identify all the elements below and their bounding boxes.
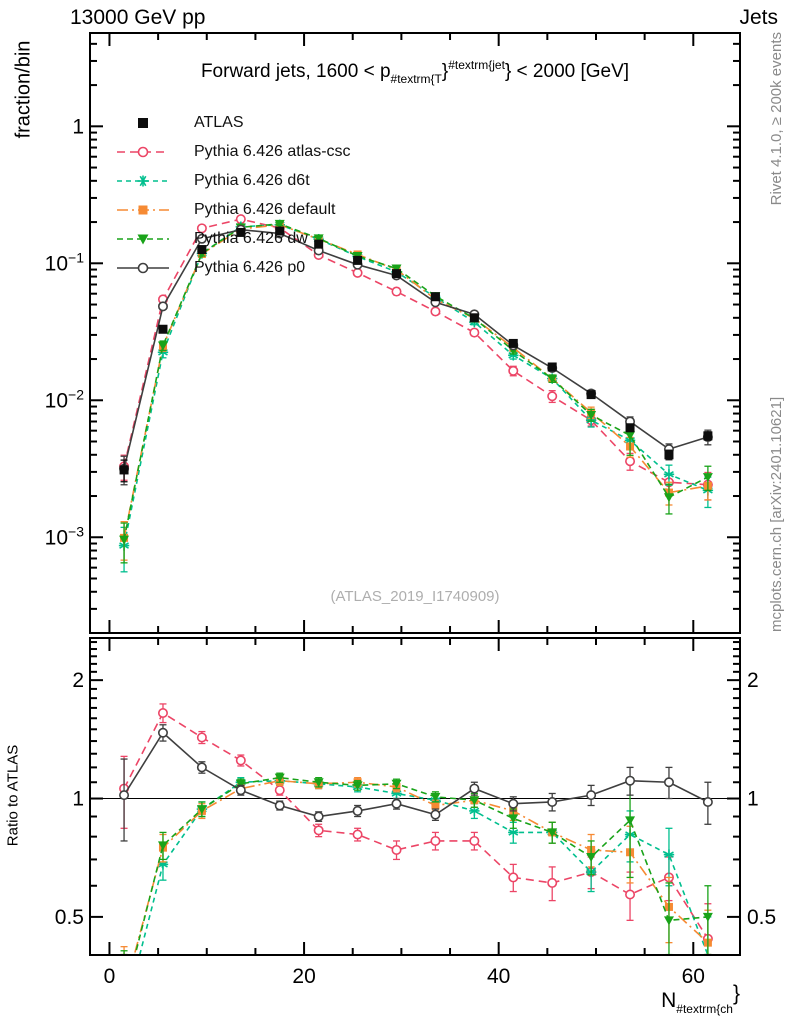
main-y-axis-title: fraction/bin (12, 40, 35, 139)
rivet-version-note: Rivet 4.1.0, ≥ 200k events (768, 32, 785, 206)
mcplots-arxiv-note: mcplots.cern.ch [arXiv:2401.10621] (768, 396, 785, 632)
ratio-y-tick-label-right: 0.5 (747, 905, 777, 929)
beam-energy-label: 13000 GeV pp (70, 6, 206, 29)
legend-item-pythia-6-426-default (116, 195, 351, 224)
legend-label: Pythia 6.426 atlas-csc (194, 142, 351, 160)
x-axis-title-brace: } (732, 982, 740, 1005)
series-ratio-pythia-6-426-atlas-csc (120, 704, 712, 955)
series-ratio-pythia-6-426-p0 (120, 725, 712, 841)
ratio-line-pythia-6-426-d6t (124, 781, 708, 1016)
ratio-y-tick-label-left: 2 (72, 669, 84, 693)
plot-title-suffix: } < 2000 [GeV] (504, 61, 630, 82)
legend-label: Pythia 6.426 dw (194, 229, 308, 247)
ratio-line-pythia-6-426-default (124, 781, 708, 993)
ratio-line-pythia-6-426-atlas-csc (124, 713, 708, 939)
legend-marker-pythia-6-426-d6t (116, 172, 170, 190)
plot-title-text: Forward jets, 1600 < p (200, 61, 391, 82)
ratio-y-tick-label-right: 2 (747, 669, 759, 693)
x-tick-label: 20 (292, 965, 316, 988)
analysis-id-watermark: (ATLAS_2019_I1740909) (330, 588, 500, 605)
plot-title-brace: } (441, 61, 449, 82)
plot-title-superscript: #textrm{jet (448, 58, 505, 72)
legend (116, 108, 351, 282)
ratio-y-axis-title: Ratio to ATLAS (4, 744, 22, 847)
ratio-y-tick-label-right: 1 (747, 787, 759, 811)
legend-marker-atlas (116, 114, 170, 132)
legend-marker-pythia-6-426-default (116, 201, 170, 219)
main-y-tick-label: $10^{-3}$ (44, 523, 84, 550)
legend-item-pythia-6-426-dw (116, 224, 351, 253)
legend-item-pythia-6-426-d6t (116, 166, 351, 195)
legend-marker-pythia-6-426-p0 (116, 259, 170, 277)
legend-item-atlas (116, 108, 351, 137)
x-axis-title-subscript: #textrm{ch (676, 1002, 733, 1016)
ratio-line-pythia-6-426-p0 (124, 733, 708, 817)
x-tick-label: 40 (487, 965, 511, 988)
main-y-tick-label: $10^{-1}$ (44, 249, 84, 276)
legend-label: Pythia 6.426 default (194, 200, 336, 218)
ratio-y-tick-label-left: 1 (72, 787, 84, 811)
ratio-y-tick-label-left: 0.5 (54, 905, 84, 929)
legend-label: Pythia 6.426 d6t (194, 171, 310, 189)
main-y-tick-label: $10^{-2}$ (44, 386, 84, 413)
x-tick-label: 0 (103, 965, 116, 988)
main-y-tick-label: 1 (72, 115, 84, 139)
legend-item-pythia-6-426-atlas-csc (116, 137, 351, 166)
legend-label: ATLAS (194, 113, 244, 131)
process-label: Jets (739, 6, 778, 29)
legend-label: Pythia 6.426 p0 (194, 258, 306, 276)
plot-title (201, 58, 629, 86)
x-tick-label: 60 (681, 965, 705, 988)
ratio-line-pythia-6-426-dw (124, 778, 708, 999)
legend-marker-pythia-6-426-atlas-csc (116, 143, 170, 161)
x-axis-title-text: N (661, 989, 677, 1012)
legend-item-pythia-6-426-p0 (116, 253, 351, 282)
plot-title-subscript: #textrm{T (390, 72, 442, 86)
legend-marker-pythia-6-426-dw (116, 230, 170, 248)
x-axis-title (661, 982, 740, 1016)
series-ratio-pythia-6-426-d6t (124, 776, 711, 1016)
